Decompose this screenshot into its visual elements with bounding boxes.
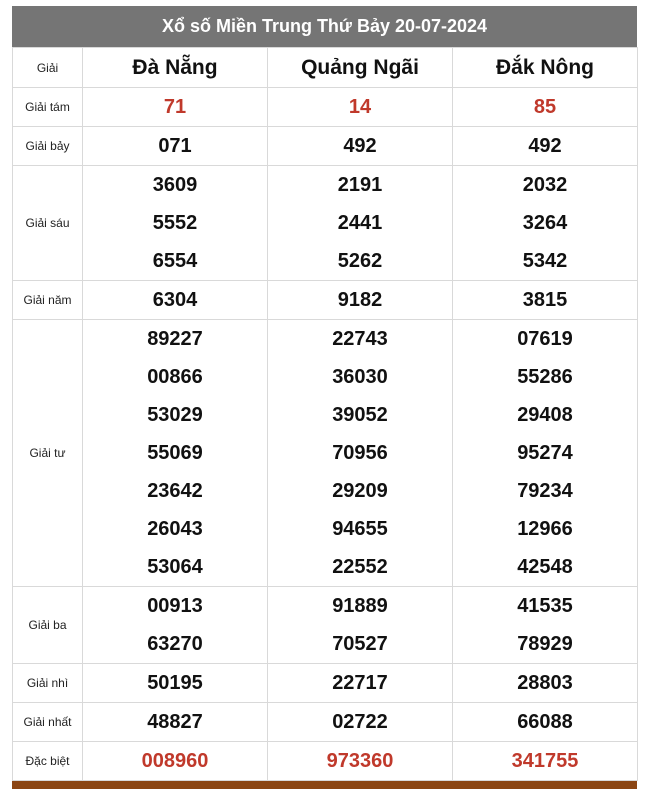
winning-number: 6554 — [152, 250, 198, 272]
winning-number: 53064 — [147, 556, 203, 578]
prize-label: Giải nhì — [13, 664, 83, 703]
winning-number: 14 — [348, 96, 372, 118]
winning-number: 5552 — [152, 212, 198, 234]
winning-number: 55069 — [147, 442, 203, 464]
winning-number: 85 — [533, 96, 557, 118]
prize-label: Giải tám — [13, 88, 83, 127]
winning-number: 2032 — [522, 174, 568, 196]
winning-number: 91889 — [332, 595, 388, 617]
winning-number: 39052 — [332, 404, 388, 426]
prize-row — [13, 664, 638, 703]
winning-number: 94655 — [332, 518, 388, 540]
winning-number: 5262 — [337, 250, 383, 272]
prize-cell — [268, 166, 453, 281]
prize-label: Giải bảy — [13, 127, 83, 166]
prize-column-header: Giải — [13, 48, 83, 88]
winning-number: 28803 — [517, 672, 573, 694]
prize-cell — [268, 587, 453, 664]
prize-row — [13, 320, 638, 587]
prize-cell — [83, 127, 268, 166]
prize-row — [13, 281, 638, 320]
winning-number: 3815 — [522, 289, 568, 311]
prize-cell — [268, 127, 453, 166]
results-table — [12, 47, 638, 781]
prize-cell — [453, 703, 638, 742]
winning-number: 78929 — [517, 633, 573, 655]
prize-cell — [83, 281, 268, 320]
results-title: Xổ số Miền Trung Thứ Bảy 20-07-2024 — [12, 6, 637, 47]
winning-number: 29408 — [517, 404, 573, 426]
lottery-results — [12, 6, 637, 789]
winning-number: 341755 — [511, 750, 579, 772]
prize-row — [13, 88, 638, 127]
winning-number: 07619 — [517, 328, 573, 350]
winning-number: 63270 — [147, 633, 203, 655]
winning-number: 89227 — [147, 328, 203, 350]
prize-row — [13, 742, 638, 781]
winning-number: 70956 — [332, 442, 388, 464]
winning-number: 9182 — [337, 289, 383, 311]
prize-cell — [83, 587, 268, 664]
prize-cell — [453, 320, 638, 587]
prize-cell — [453, 587, 638, 664]
prize-label: Giải ba — [13, 587, 83, 664]
winning-number: 3264 — [522, 212, 568, 234]
winning-number: 22717 — [332, 672, 388, 694]
province-header: Quảng Ngãi — [268, 48, 453, 88]
winning-number: 973360 — [326, 750, 394, 772]
prize-label: Giải nhất — [13, 703, 83, 742]
prize-cell — [83, 166, 268, 281]
winning-number: 48827 — [147, 711, 203, 733]
prize-cell — [268, 88, 453, 127]
prize-cell — [83, 88, 268, 127]
winning-number: 50195 — [147, 672, 203, 694]
winning-number: 42548 — [517, 556, 573, 578]
prize-cell — [453, 88, 638, 127]
winning-number: 02722 — [332, 711, 388, 733]
province-header: Đà Nẵng — [83, 48, 268, 88]
winning-number: 26043 — [147, 518, 203, 540]
winning-number: 5342 — [522, 250, 568, 272]
winning-number: 95274 — [517, 442, 573, 464]
prize-row — [13, 587, 638, 664]
prize-row — [13, 703, 638, 742]
winning-number: 41535 — [517, 595, 573, 617]
winning-number: 23642 — [147, 480, 203, 502]
winning-number: 29209 — [332, 480, 388, 502]
winning-number: 22743 — [332, 328, 388, 350]
prize-cell — [453, 127, 638, 166]
prize-cell — [268, 664, 453, 703]
winning-number: 12966 — [517, 518, 573, 540]
winning-number: 492 — [343, 135, 377, 157]
winning-number: 36030 — [332, 366, 388, 388]
winning-number: 66088 — [517, 711, 573, 733]
prize-cell — [453, 742, 638, 781]
prize-cell — [83, 664, 268, 703]
prize-cell — [453, 166, 638, 281]
prize-cell — [268, 281, 453, 320]
winning-number: 6304 — [152, 289, 198, 311]
prize-cell — [268, 320, 453, 587]
prize-label: Giải sáu — [13, 166, 83, 281]
prize-cell — [83, 703, 268, 742]
prize-cell — [453, 664, 638, 703]
prize-label: Giải năm — [13, 281, 83, 320]
winning-number: 79234 — [517, 480, 573, 502]
prize-cell — [83, 320, 268, 587]
header-row — [13, 48, 638, 88]
winning-number: 71 — [163, 96, 187, 118]
winning-number: 70527 — [332, 633, 388, 655]
prize-cell — [268, 742, 453, 781]
prize-row — [13, 127, 638, 166]
winning-number: 00866 — [147, 366, 203, 388]
prize-cell — [453, 281, 638, 320]
winning-number: 492 — [528, 135, 562, 157]
winning-number: 53029 — [147, 404, 203, 426]
winning-number: 22552 — [332, 556, 388, 578]
winning-number: 00913 — [147, 595, 203, 617]
prize-label: Giải tư — [13, 320, 83, 587]
winning-number: 2191 — [337, 174, 383, 196]
prize-label: Đặc biệt — [13, 742, 83, 781]
prize-cell — [268, 703, 453, 742]
prize-row — [13, 166, 638, 281]
winning-number: 008960 — [141, 750, 209, 772]
winning-number: 071 — [158, 135, 192, 157]
winning-number: 2441 — [337, 212, 383, 234]
province-header: Đắk Nông — [453, 48, 638, 88]
winning-number: 55286 — [517, 366, 573, 388]
prize-cell — [83, 742, 268, 781]
winning-number: 3609 — [152, 174, 198, 196]
